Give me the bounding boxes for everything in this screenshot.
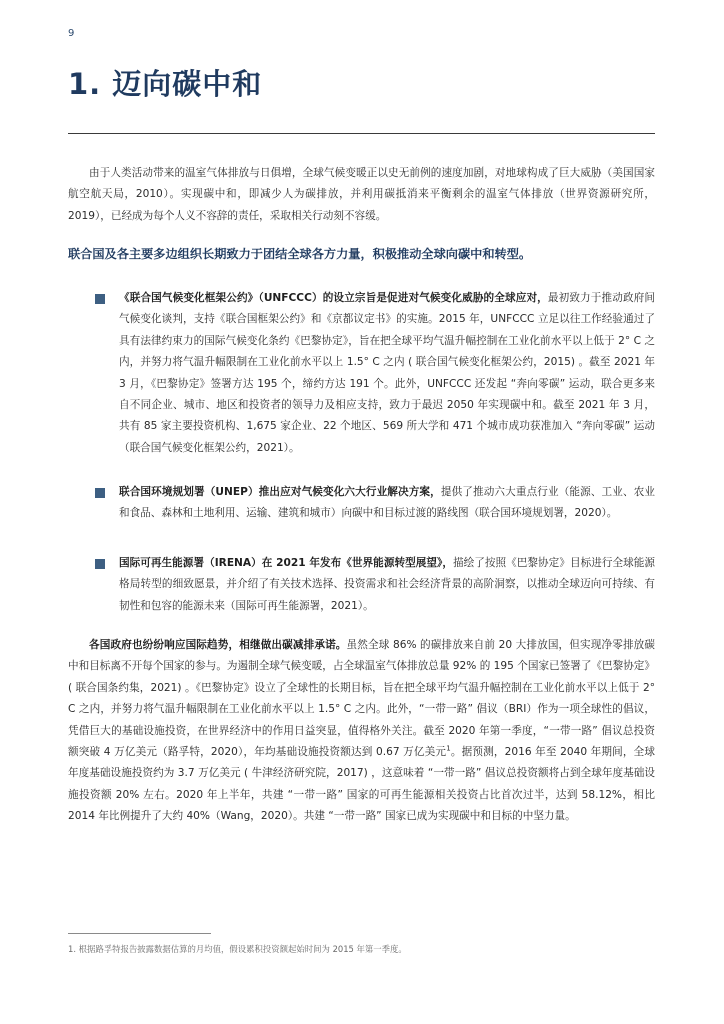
intro-paragraph: 由于人类活动带来的温室气体排放与日俱增，全球气候变暖正以史无前例的速度加剧，对地球构成了巨大威胁（美国国家航空航天局，2010）。实现碳中和，即减少人为碳排放，并利用碳抵消来平衡剩余的温室气体排放（世界资源研究所，2019），已经成为每个人义不容辞的责任，采取相关行动刻不容缓。 — [68, 167, 655, 222]
bullet-body: 最初致力于推动政府间气候变化谈判，支持《联合国框架公约》和《京都议定书》的实施。2015 年，UNFCCC 立足以往工作经验通过了具有法律约束力的国际气候变化条约《巴黎协定》，旨在把全球平均气温升幅控制在工业化前水平以上低于 2° C 之内，并努力将气温升幅限制在工业化前水平以上 1.5° C 之内 ( 联合国气候变化框架公约，2015) 。截至 2021 年 3 月，《巴黎协定》签署方达 195 个，缔约方达 191 个。此外，UNFCCC 还发起 “奔向零碳” 运动，联合更多来自不同企业、城市、地区和投资者的领导力及相应支持，致力于最迟 2050 年实现碳中和。截至 2021 年 3 月，共有 85 家主要投资机构、1,675 家企业、22 个地区、569 所大学和 471 个城市成功获准加入 “奔向零碳” 运动（联合国气候变化框架公约，2021）。 — [119, 292, 655, 454]
bullet-item-unfccc — [95, 288, 655, 459]
bullet-square-icon — [95, 294, 105, 304]
governments-paragraph — [68, 635, 655, 828]
bullet-square-icon — [95, 559, 105, 569]
chapter-title: 1. 迈向碳中和 — [68, 67, 263, 101]
bullet-square-icon — [95, 488, 105, 498]
footnote: 1. 根据路孚特报告披露数据估算的月均值，假设累积投资额起始时间为 2015 年第一季度。 — [68, 944, 407, 954]
bullet-text — [119, 288, 655, 459]
bullet-lead: 国际可再生能源署（IRENA）在 2021 年发布《世界能源转型展望》， — [119, 557, 453, 569]
title-divider — [68, 133, 655, 134]
governments-lead: 各国政府也纷纷响应国际趋势，相继做出碳减排承诺。 — [89, 639, 347, 651]
bullet-body: 提供了推动六大重点行业（能源、工业、农业和食品、森林和土地利用、运输、建筑和城市）向碳中和目标过渡的路线图（联合国环境规划署，2020）。 — [119, 486, 656, 520]
bullet-lead: 联合国环境规划署（UNEP）推出应对气候变化六大行业解决方案， — [119, 486, 441, 498]
bullet-item-unep — [95, 482, 655, 525]
bullet-item-irena — [95, 553, 655, 617]
footnote-ref: 1 — [446, 744, 451, 753]
governments-body-cont: 。据预测，2016 年至 2040 年期间，全球年度基础设施投资约为 3.7 万亿美元 ( 牛津经济研究院，2017) ，这意味着 “一带一路” 倡议总投资额将占到全球年度基础设施投资额 20% 左右。2020 年上半年，共建 “一带一路” 国家的可再生能源相关投资占比首次过半，达到 58.12%，相比 2014 年比例提升了大约 40%（Wang，2020）。共建 “一带一路” 国家已成为实现碳中和目标的中坚力量。 — [68, 746, 655, 823]
bullet-body: 描绘了按照《巴黎协定》目标进行全球能源格局转型的细致愿景，并介绍了有关技术选择、投资需求和社会经济背景的高阶洞察，以推动全球迈向可持续、有韧性和包容的能源未来（国际可再生能源署，2021）。 — [119, 557, 655, 612]
governments-body: 虽然全球 86% 的碳排放来自前 20 大排放国，但实现净零排放碳中和目标离不开每个国家的参与。为遏制全球气候变暖，占全球温室气体排放总量 92% 的 195 个国家已签署了《巴黎协定》( 联合国条约集，2021) 。《巴黎协定》设立了全球性的长期目标，旨在把全球平均气温升幅控制在工业化前水平以上低于 2° C 之内，并努力将气温升幅限制在工业化前水平以上 1.5° C 之内。此外，“一带一路” 倡议（BRI）作为一项全球性的倡议，凭借巨大的基础设施投资，在世界经济中的作用日益突显，值得格外关注。截至 2020 年第一季度，“一带一路” 倡议总投资额突破 4 万亿美元（路孚特，2020），年均基础设施投资额达到 0.67 万亿美元 — [68, 639, 655, 759]
bullet-lead: 《联合国气候变化框架公约》（UNFCCC）的设立宗旨是促进对气候变化威胁的全球应对， — [119, 292, 548, 304]
page-number: 9 — [68, 28, 75, 39]
footnote-divider — [68, 933, 211, 934]
section-heading: 联合国及各主要多边组织长期致力于团结全球各方力量，积极推动全球向碳中和转型。 — [68, 247, 532, 261]
bullet-text — [119, 553, 655, 617]
bullet-text — [119, 482, 655, 525]
